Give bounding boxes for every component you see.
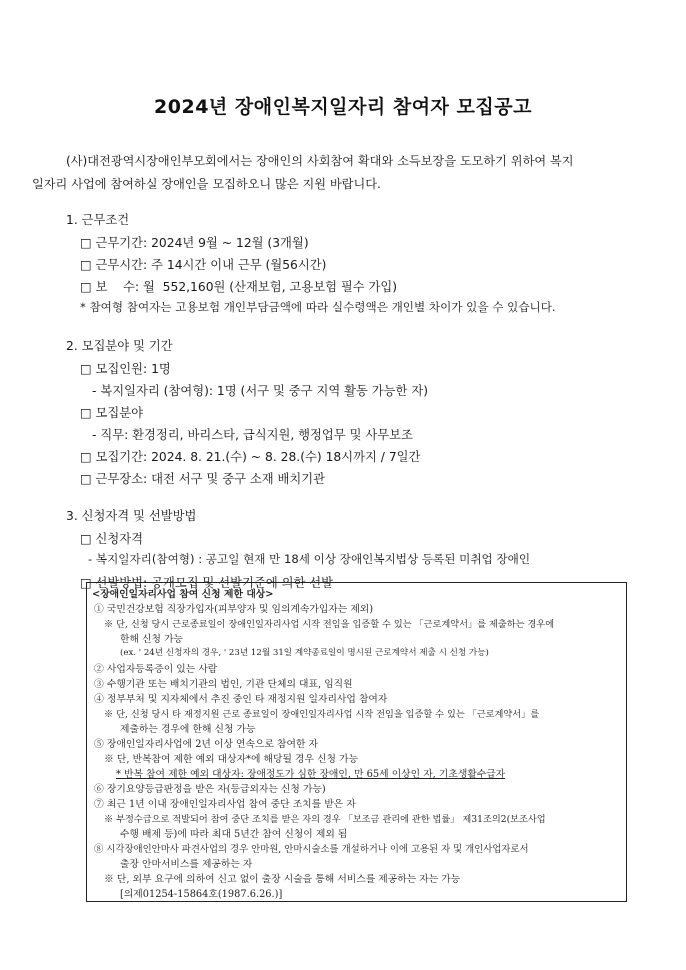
section-3-line: - 복지일자리(참여형) : 공고일 현재 만 18세 이상 장애인복지법상 등록된 미취업 장애인 — [88, 552, 531, 566]
intro-paragraph — [32, 150, 636, 196]
restriction-line: 출장 안마서비스를 제공하는 자 — [120, 859, 253, 870]
section-1-heading: 1. 근무조건 — [66, 213, 130, 227]
restriction-line: ⑤ 장애인일자리사업에 2년 이상 연속으로 참여한 자 — [94, 739, 318, 750]
restriction-line: (ex. ' 24년 신청자의 경우, ' 23년 12월 31일 계약종료일이 명시된 근로계약서 제출 시 신청 가능) — [120, 648, 489, 658]
restriction-line: ※ 단, 신청 당시 타 재정지원 근로 종료일이 장애인일자리사업 시작 전임을 입증할 수 있는 「근로계약서」를 — [104, 709, 540, 720]
restriction-line: ⑦ 최근 1년 이내 장애인일자리사업 참여 중단 조치를 받은 자 — [94, 799, 356, 810]
restriction-line: ③ 수행기관 또는 배치기관의 법인, 기관 단체의 대표, 임직원 — [94, 679, 353, 690]
section-2-line: □ 모집분야 — [80, 406, 144, 420]
restriction-line: ⑧ 시각장애인안마사 파견사업의 경우 안마원, 안마시술소를 개설하거나 이에 고용된 자 및 개인사업자로서 — [94, 844, 529, 855]
restriction-line: ※ 단, 외부 요구에 의하여 신고 없이 출장 시술을 통해 서비스를 제공하는 자는 가능 — [104, 874, 461, 885]
section-1-line: □ 근무기간: 2024년 9월 ~ 12월 (3개월) — [80, 236, 309, 250]
section-2-line: - 복지일자리 (참여형): 1명 (서구 및 중구 지역 활동 가능한 자) — [92, 384, 429, 398]
restriction-line-underlined: * 반복 참여 제한 예외 대상자: 장애정도가 심한 장애인, 만 65세 이상인 자, 기초생활수급자 — [116, 769, 506, 780]
restriction-line: ※ 단, 반복참여 제한 예외 대상자*에 해당될 경우 신청 가능 — [104, 754, 359, 765]
section-2-heading: 2. 모집분야 및 기간 — [66, 339, 173, 353]
section-2-line: □ 모집인원: 1명 — [80, 362, 171, 376]
restriction-line: ② 사업자등록증이 있는 사람 — [94, 664, 218, 675]
restriction-line: ※ 부정수급으로 적발되어 참여 중단 조치를 받은 자의 경우 「보조금 관리에 관한 법률」 제31조의2(보조사업 — [104, 814, 546, 825]
section-3-line: □ 선발방법: 공개모집 및 선발기준에 의한 선발 — [80, 576, 334, 590]
section-3-line: □ 신청자격 — [80, 532, 144, 546]
restriction-box-heading: <장애인일자리사업 참여 신청 제한 대상> — [92, 589, 274, 600]
page-title: 2024년 장애인복지일자리 참여자 모집공고 — [154, 96, 532, 118]
section-3-heading: 3. 신청자격 및 선발방법 — [66, 509, 197, 523]
section-2-line: - 직무: 환경정리, 바리스타, 급식지원, 행정업무 및 사무보조 — [92, 428, 413, 442]
restriction-line: ④ 정부부처 및 지자체에서 추진 중인 타 재정지원 일자리사업 참여자 — [94, 694, 388, 705]
restriction-line: 한해 신청 가능 — [120, 634, 184, 645]
restriction-line: [의제01254-15864호(1987.6.26.)] — [120, 889, 283, 900]
restriction-line: 수행 배제 등)에 따라 최대 5년간 참여 신청이 제외 됨 — [120, 829, 348, 840]
section-1-line: □ 근무시간: 주 14시간 이내 근무 (월56시간) — [80, 258, 327, 272]
section-1-note: * 참여형 참여자는 고용보험 개인부담금액에 따라 실수령액은 개인별 차이가 있을 수 있습니다. — [80, 300, 556, 314]
intro-line-2: 일자리 사업에 참여하실 장애인을 모집하오니 많은 지원 바랍니다. — [32, 177, 381, 191]
restriction-line: ⑥ 장기요양등급판정을 받은 자(등급외자는 신청 가능) — [94, 784, 326, 795]
restriction-line: ※ 단, 신청 당시 근로종료일이 장애인일자리사업 시작 전임을 입증할 수 있는 「근로계약서」를 제출하는 경우에 — [104, 619, 555, 630]
intro-line-1: (사)대전광역시장애인부모회에서는 장애인의 사회참여 확대와 소득보장을 도모하기 위하여 복지 — [66, 154, 574, 168]
section-1-line: □ 보 수: 월 552,160원 (산재보험, 고용보험 필수 가입) — [80, 280, 398, 294]
restriction-line: 제출하는 경우에 한해 신청 가능 — [120, 724, 256, 735]
restriction-line: ① 국민건강보험 직장가입자(피부양자 및 임의계속가입자는 제외) — [94, 604, 374, 615]
section-2-line: □ 모집기간: 2024. 8. 21.(수) ~ 8. 28.(수) 18시까지 / 7일간 — [80, 450, 421, 464]
section-2-line: □ 근무장소: 대전 서구 및 중구 소재 배치기관 — [80, 472, 326, 486]
